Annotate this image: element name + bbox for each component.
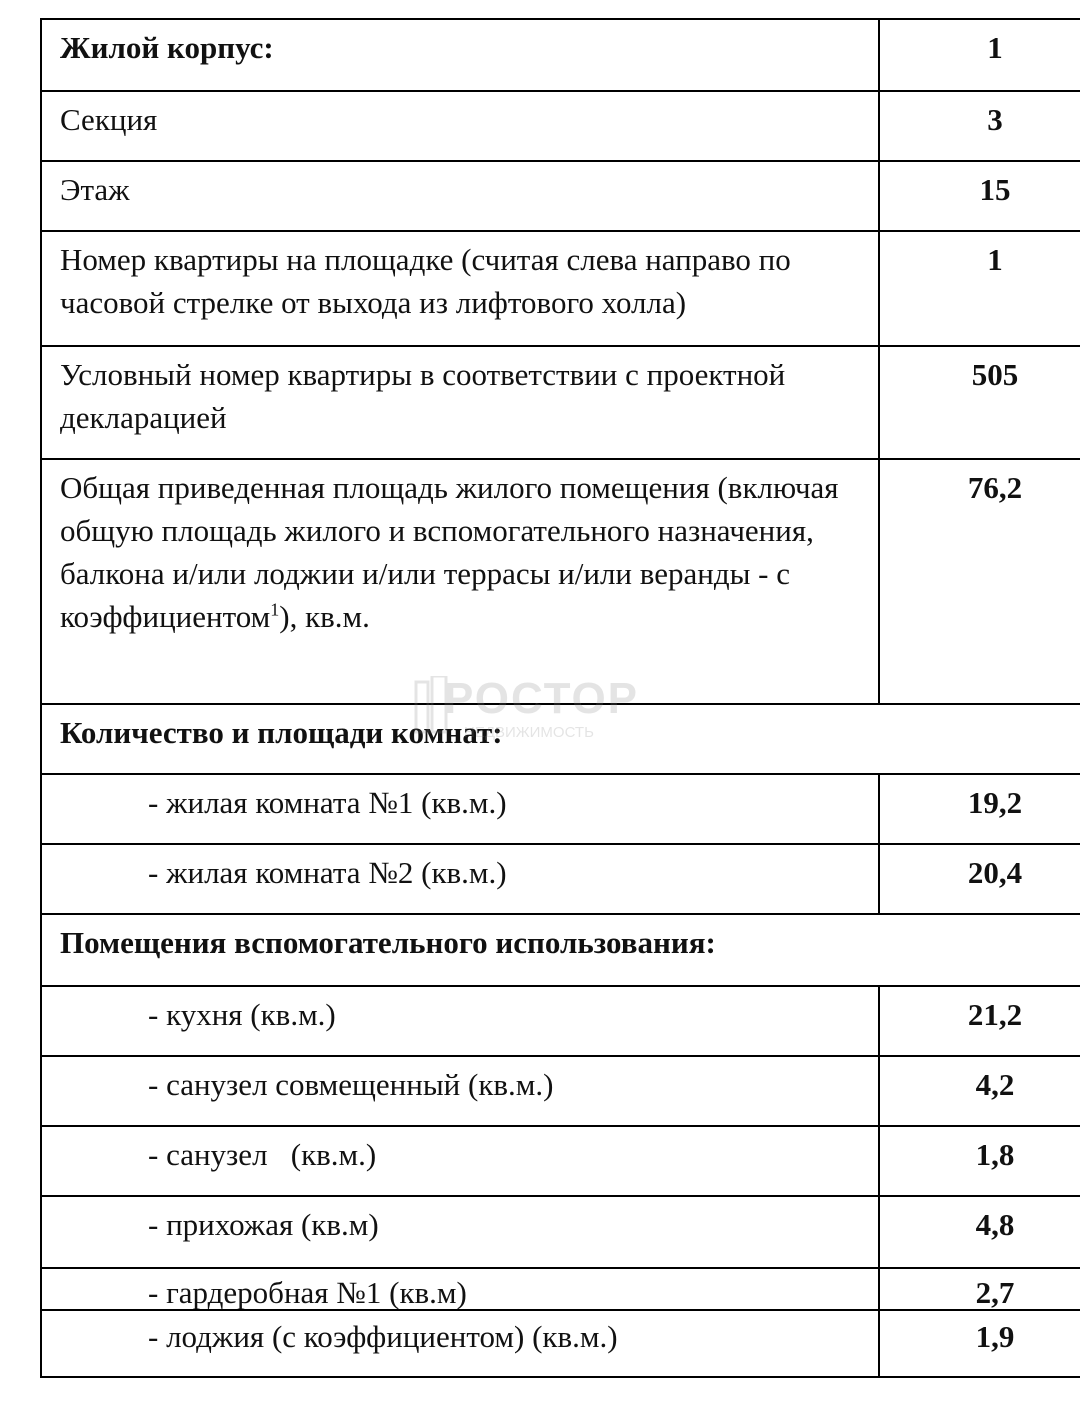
row-label-main: Общая приведенная площадь жилого помещения (включая общую площадь жилого и вспомогательного назначения, балкона и/или лоджии и/или террасы и/или веранды - с коэффициентом <box>60 470 839 634</box>
row-value-cell <box>878 1311 1080 1378</box>
table-row-room-2 <box>42 843 1080 913</box>
row-value: 20,4 <box>967 855 1023 890</box>
section-header: Помещения вспомогательного использования: <box>60 925 716 960</box>
row-label <box>60 466 860 638</box>
row-value-cell <box>878 347 1080 458</box>
row-label: - жилая комната №2 (кв.м.) <box>148 855 507 890</box>
row-value: 1,9 <box>975 1319 1015 1354</box>
row-value-cell <box>878 775 1080 843</box>
row-value: 4,8 <box>975 1207 1015 1242</box>
table-row-conditional-number <box>42 345 1080 458</box>
row-label: Номер квартиры на площадке (считая слева направо по часовой стрелке от выхода из лифтового холла) <box>60 242 791 320</box>
table-row-room-1 <box>42 773 1080 843</box>
table-row-building <box>42 20 1080 90</box>
row-value-cell <box>878 162 1080 230</box>
row-label-tail: ), кв.м. <box>279 599 370 634</box>
row-value-cell <box>878 232 1080 345</box>
row-value: 1 <box>987 30 1003 65</box>
table-row-kitchen <box>42 985 1080 1055</box>
table-row-loggia <box>42 1309 1080 1378</box>
table-row-wardrobe <box>42 1267 1080 1309</box>
row-label: - санузел совмещенный (кв.м.) <box>148 1067 554 1102</box>
row-label: - лоджия (с коэффициентом) (кв.м.) <box>148 1319 618 1354</box>
row-label: - жилая комната №1 (кв.м.) <box>148 785 507 820</box>
row-value: 15 <box>979 172 1011 207</box>
row-value-cell <box>878 20 1080 90</box>
row-value: 19,2 <box>967 785 1023 820</box>
row-label: Этаж <box>60 172 130 207</box>
row-value-cell <box>878 987 1080 1055</box>
row-value: 21,2 <box>967 997 1023 1032</box>
row-value: 1 <box>987 242 1003 277</box>
row-label: Жилой корпус: <box>60 30 274 65</box>
row-value-cell <box>878 1057 1080 1125</box>
table-row-apartment-on-landing <box>42 230 1080 345</box>
watermark-subtext: НЕДВИЖИМОСТЬ <box>464 724 594 741</box>
apartment-specs-table <box>40 18 1080 1378</box>
row-value: 505 <box>971 357 1019 392</box>
table-row-bathroom <box>42 1125 1080 1195</box>
row-label: Условный номер квартиры в соответствии с проектной декларацией <box>60 357 786 435</box>
table-row-rooms-header <box>42 703 1080 773</box>
row-value-cell <box>878 92 1080 160</box>
footnote-mark: 1 <box>270 599 280 620</box>
table-row-section <box>42 90 1080 160</box>
row-label: - гардеробная №1 (кв.м) <box>148 1275 467 1310</box>
row-label: - санузел (кв.м.) <box>148 1137 377 1172</box>
row-value-cell <box>878 1269 1080 1309</box>
row-value: 1,8 <box>975 1137 1015 1172</box>
table-row-floor <box>42 160 1080 230</box>
row-label: Секция <box>60 102 158 137</box>
row-value: 3 <box>987 102 1003 137</box>
watermark-text: РОСТОР <box>444 674 640 723</box>
row-value-cell <box>878 845 1080 913</box>
table-row-total-area <box>42 458 1080 703</box>
row-value-cell <box>878 1127 1080 1195</box>
table-row-hallway <box>42 1195 1080 1267</box>
row-label: - кухня (кв.м.) <box>148 997 336 1032</box>
section-header: Количество и площади комнат: <box>60 715 503 750</box>
row-value-cell <box>878 460 1080 703</box>
row-value: 76,2 <box>967 470 1023 505</box>
row-label: - прихожая (кв.м) <box>148 1207 379 1242</box>
table-row-aux-header <box>42 913 1080 985</box>
row-value-cell <box>878 1197 1080 1267</box>
row-value: 4,2 <box>975 1067 1015 1102</box>
table-row-combined-bathroom <box>42 1055 1080 1125</box>
row-value: 2,7 <box>975 1275 1015 1310</box>
